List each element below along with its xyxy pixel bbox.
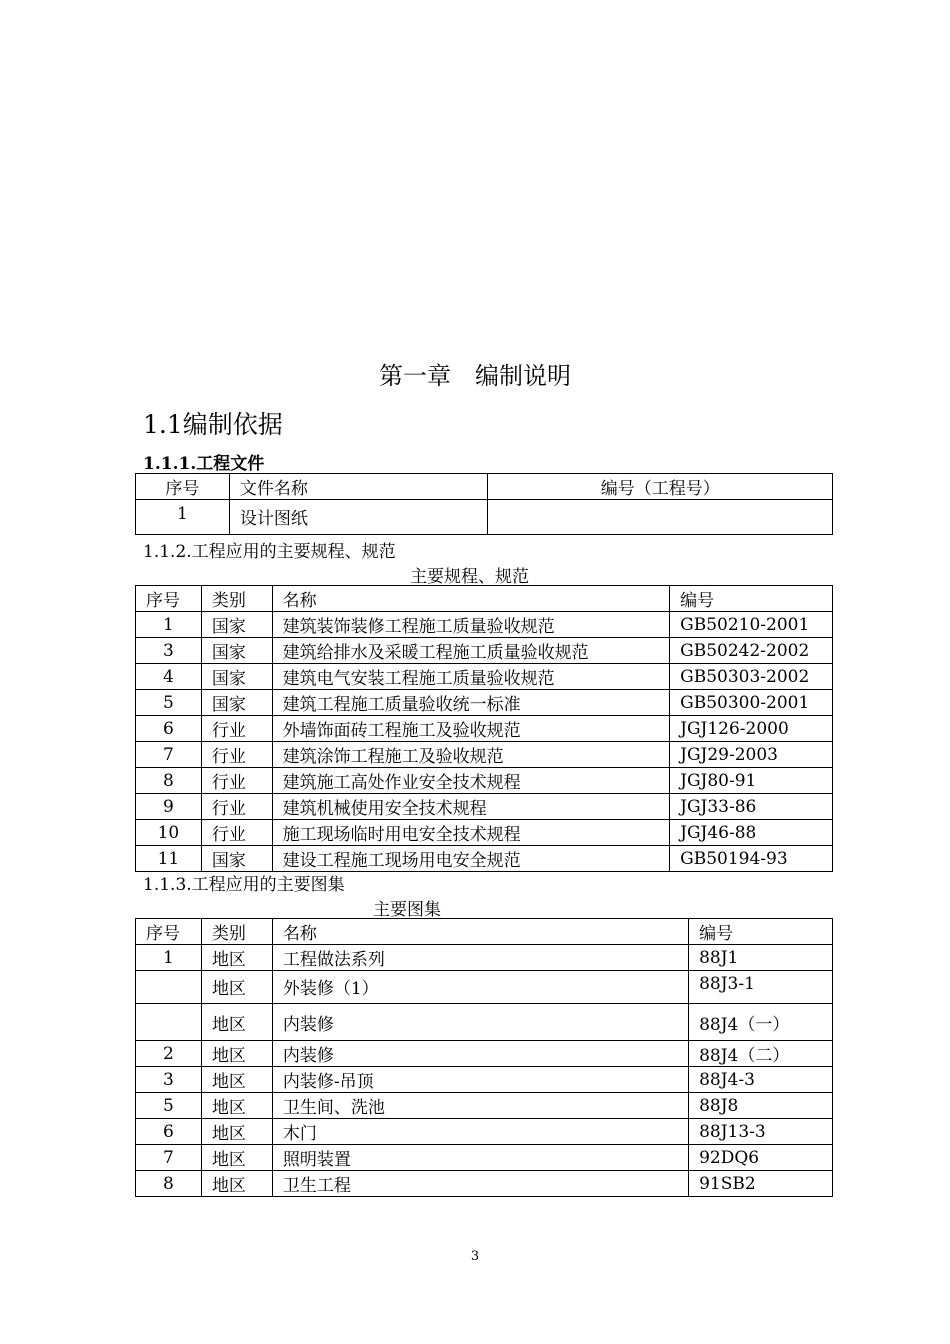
- table-cell: JGJ46-88: [670, 820, 833, 846]
- header-cell: 类别: [201, 586, 272, 612]
- chapter-title: 第一章 编制说明: [379, 362, 571, 390]
- table-cell: 88J1: [689, 945, 833, 971]
- subsection-heading-atlases: 1.1.3.工程应用的主要图集: [143, 875, 345, 895]
- table-cell: 2: [136, 1041, 202, 1067]
- table-row: [136, 500, 833, 535]
- table-cell: 建筑涂饰工程施工及验收规范: [272, 742, 669, 768]
- table-cell: 建设工程施工现场用电安全规范: [272, 846, 669, 872]
- project-documents-table: [135, 473, 833, 535]
- table-cell: 92DQ6: [689, 1145, 833, 1171]
- table-row: [136, 846, 833, 872]
- table-row: [136, 1119, 833, 1145]
- table-row: [136, 742, 833, 768]
- table-cell: 88J4-3: [689, 1067, 833, 1093]
- table-cell: 地区: [201, 945, 272, 971]
- table-row: [136, 1067, 833, 1093]
- table-cell: GB50210-2001: [670, 612, 833, 638]
- table-cell: 地区: [201, 971, 272, 1004]
- header-cell: 编号: [670, 586, 833, 612]
- header-cell: 序号: [136, 919, 202, 945]
- table-cell: 内装修: [272, 1041, 688, 1067]
- header-cell: 类别: [201, 919, 272, 945]
- header-cell: 编号: [689, 919, 833, 945]
- table-header-row: [136, 474, 833, 500]
- table-row: [136, 768, 833, 794]
- table-cell: JGJ33-86: [670, 794, 833, 820]
- table-cell: 88J13-3: [689, 1119, 833, 1145]
- table-cell: 地区: [201, 1145, 272, 1171]
- table-cell: 工程做法系列: [272, 945, 688, 971]
- table-cell: 行业: [201, 768, 272, 794]
- table-cell: 地区: [201, 1067, 272, 1093]
- table-row: [136, 664, 833, 690]
- page-number: 3: [470, 1249, 480, 1264]
- table-cell: JGJ80-91: [670, 768, 833, 794]
- header-cell: 序号: [136, 474, 230, 500]
- table-row: [136, 1041, 833, 1067]
- header-cell: 名称: [272, 586, 669, 612]
- header-cell: 序号: [136, 586, 202, 612]
- table-cell: 外装修（1）: [272, 971, 688, 1004]
- table-row: [136, 971, 833, 1004]
- table-cell: 照明装置: [272, 1145, 688, 1171]
- table-cell: 国家: [201, 638, 272, 664]
- table-cell: 9: [136, 794, 202, 820]
- atlases-table: [135, 918, 833, 1197]
- table-cell: 3: [136, 638, 202, 664]
- table-row: [136, 638, 833, 664]
- table-cell: 建筑装饰装修工程施工质量验收规范: [272, 612, 669, 638]
- table-row: [136, 1171, 833, 1197]
- table-cell: 10: [136, 820, 202, 846]
- table-cell: 施工现场临时用电安全技术规程: [272, 820, 669, 846]
- table-row: [136, 1145, 833, 1171]
- table-cell: 内装修-吊顶: [272, 1067, 688, 1093]
- table-cell: 地区: [201, 1041, 272, 1067]
- table-cell: 建筑电气安装工程施工质量验收规范: [272, 664, 669, 690]
- table-cell: 91SB2: [689, 1171, 833, 1197]
- table-cell: 3: [136, 1067, 202, 1093]
- table-row: [136, 945, 833, 971]
- table-cell: 建筑工程施工质量验收统一标准: [272, 690, 669, 716]
- table-cell: 7: [136, 742, 202, 768]
- table-caption-codes: 主要规程、规范: [410, 567, 529, 587]
- table-caption-atlases: 主要图集: [373, 900, 441, 920]
- table-cell: GB50194-93: [670, 846, 833, 872]
- table-row: [136, 1004, 833, 1041]
- table-cell: 4: [136, 664, 202, 690]
- table-cell: 行业: [201, 794, 272, 820]
- section-title: 1.1编制依据: [143, 410, 283, 439]
- table-cell: 6: [136, 716, 202, 742]
- table-cell: 卫生间、洗池: [272, 1093, 688, 1119]
- table-cell: 建筑给排水及采暖工程施工质量验收规范: [272, 638, 669, 664]
- subsection-heading-project-documents: 1.1.1.工程文件: [143, 454, 265, 474]
- table-row: [136, 794, 833, 820]
- table-cell: 行业: [201, 742, 272, 768]
- table-cell: 木门: [272, 1119, 688, 1145]
- table-cell: [488, 500, 833, 535]
- table-cell: 8: [136, 1171, 202, 1197]
- table-cell: 地区: [201, 1119, 272, 1145]
- table-row: [136, 690, 833, 716]
- table-cell: 国家: [201, 846, 272, 872]
- codes-table: [135, 585, 833, 872]
- table-cell: 设计图纸: [229, 500, 488, 535]
- table-cell: [136, 971, 202, 1004]
- table-cell: 88J8: [689, 1093, 833, 1119]
- table-cell: 行业: [201, 820, 272, 846]
- table-cell: 卫生工程: [272, 1171, 688, 1197]
- table-cell: 5: [136, 690, 202, 716]
- table-cell: 国家: [201, 690, 272, 716]
- table-cell: 8: [136, 768, 202, 794]
- table-cell: [136, 1004, 202, 1041]
- table-cell: 5: [136, 1093, 202, 1119]
- table-cell: 88J3-1: [689, 971, 833, 1004]
- header-cell: 编号（工程号）: [488, 474, 833, 500]
- table-cell: 6: [136, 1119, 202, 1145]
- table-cell: GB50303-2002: [670, 664, 833, 690]
- table-header-row: [136, 586, 833, 612]
- table-cell: 建筑机械使用安全技术规程: [272, 794, 669, 820]
- header-cell: 名称: [272, 919, 688, 945]
- table-cell: 地区: [201, 1171, 272, 1197]
- table-cell: 国家: [201, 612, 272, 638]
- table-header-row: [136, 919, 833, 945]
- table-cell: 内装修: [272, 1004, 688, 1041]
- table-cell: 地区: [201, 1093, 272, 1119]
- header-cell: 文件名称: [229, 474, 488, 500]
- table-cell: 88J4（二）: [689, 1041, 833, 1067]
- table-cell: 88J4（一）: [689, 1004, 833, 1041]
- table-cell: 地区: [201, 1004, 272, 1041]
- table-row: [136, 716, 833, 742]
- table-row: [136, 612, 833, 638]
- table-cell: 1: [136, 945, 202, 971]
- table-row: [136, 820, 833, 846]
- table-cell: 行业: [201, 716, 272, 742]
- table-cell: 7: [136, 1145, 202, 1171]
- subsection-heading-codes: 1.1.2.工程应用的主要规程、规范: [143, 542, 396, 562]
- table-cell: 1: [136, 500, 230, 535]
- table-cell: 建筑施工高处作业安全技术规程: [272, 768, 669, 794]
- table-cell: GB50242-2002: [670, 638, 833, 664]
- table-cell: JGJ126-2000: [670, 716, 833, 742]
- table-cell: 1: [136, 612, 202, 638]
- table-cell: 11: [136, 846, 202, 872]
- table-cell: JGJ29-2003: [670, 742, 833, 768]
- table-cell: GB50300-2001: [670, 690, 833, 716]
- table-cell: 国家: [201, 664, 272, 690]
- table-cell: 外墙饰面砖工程施工及验收规范: [272, 716, 669, 742]
- table-row: [136, 1093, 833, 1119]
